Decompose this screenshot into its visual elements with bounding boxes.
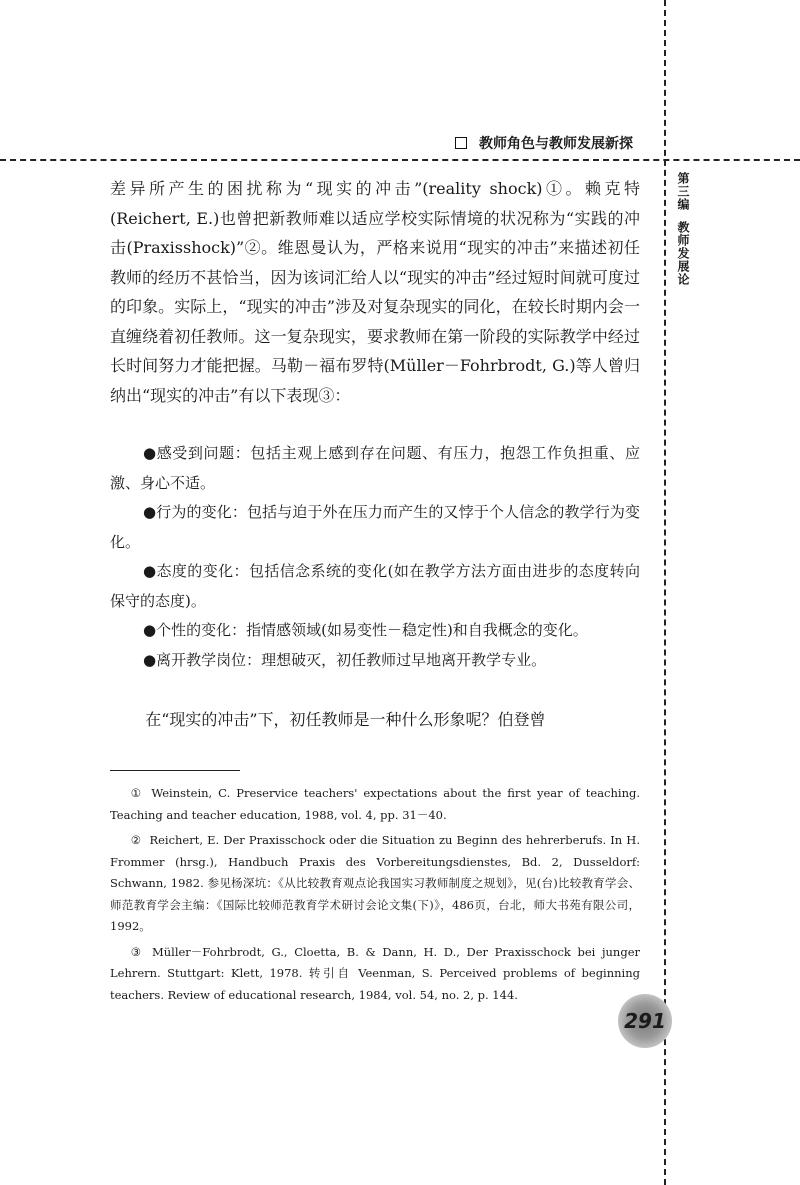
running-header <box>455 133 660 153</box>
footnote-text: Müller－Fohrbrodt, G., Cloetta, B. & Dann, H. D., Der Praxisschock bei junger Lehrern. Stuttgart: Klett, 1978. 转引自 Veenman, S. Perceived problems of beginning teachers. Review of educational research, 1984, vol. 54, no. 2, p. 144. <box>110 944 640 1002</box>
footnote <box>110 942 640 1007</box>
body-paragraph: 差异所产生的困扰称为“现实的冲击”(reality shock)①。赖克特(Reichert, E.)也曾把新教师难以适应学校实际情境的状况称为“实践的冲击(Praxisshock)”②。维恩曼认为，严格来说用“现实的冲击”来描述初任教师的经历不甚恰当，因为该词汇给人以“现实的冲击”经过短时间就可度过的印象。实际上，“现实的冲击”涉及对复杂现实的同化，在较长时期内会一直缠绕着初任教师。这一复杂现实，要求教师在第一阶段的实际教学中经过长时间努力才能把握。马勒－福布罗特(Müller－Fohrbrodt, G.)等人曾归纳出“现实的冲击”有以下表现③： <box>110 179 640 405</box>
footnote-rule <box>110 770 240 771</box>
list-item: ●离开教学岗位：理想破灭，初任教师过早地离开教学专业。 <box>143 650 547 669</box>
main-text <box>110 174 640 410</box>
footnote <box>110 830 640 938</box>
list-item: ●感受到问题：包括主观上感到存在问题、有压力，抱怨工作负担重、应激、身心不适。 <box>110 444 640 492</box>
footnote-number: ② <box>130 833 142 847</box>
footnote-text: Weinstein, C. Preservice teachers' expectations about the first year of teaching. Teaching and teacher education, 1988, vol. 4, pp. 31－40. <box>110 786 640 822</box>
footnote-number: ① <box>130 786 144 800</box>
square-icon <box>455 137 467 149</box>
side-topic: 教师发展论 <box>676 221 690 286</box>
side-tab <box>672 172 690 286</box>
footnotes <box>110 783 640 1010</box>
indented-list <box>110 439 640 675</box>
header-title: 教师角色与教师发展新探 <box>479 136 633 152</box>
side-part: 第三编 <box>676 172 690 211</box>
closing-line: 在“现实的冲击”下，初任教师是一种什么形象呢？伯登曾 <box>145 710 546 729</box>
footnote-text: Reichert, E. Der Praxisschock oder die Situation zu Beginn des hehrerberufs. In H. Frommer (hrsg.), Handbuch Praxis des Vorbereitungsdienstes, Bd. 2, Dusseldorf: Schwann, 1982. 参见杨深坑：《从比较教育观点论我国实习教师制度之规划》，见(台)比较教育学会、师范教育学会主编：《国际比较师范教育学术研讨会论文集(下)》，486页，台北，师大书苑有限公司，1992。 <box>110 833 640 933</box>
footnote <box>110 783 640 826</box>
list-item: ●行为的变化：包括与迫于外在压力而产生的又悖于个人信念的教学行为变化。 <box>110 503 640 551</box>
list-item: ●个性的变化：指情感领域(如易变性－稳定性)和自我概念的变化。 <box>143 621 588 639</box>
page-number: 291 <box>618 994 672 1048</box>
footnote-number: ③ <box>130 944 144 959</box>
list-item: ●态度的变化：包括信念系统的变化(如在教学方法方面由进步的态度转向保守的态度)。 <box>110 562 640 610</box>
horizontal-dashed-rule <box>0 159 800 161</box>
